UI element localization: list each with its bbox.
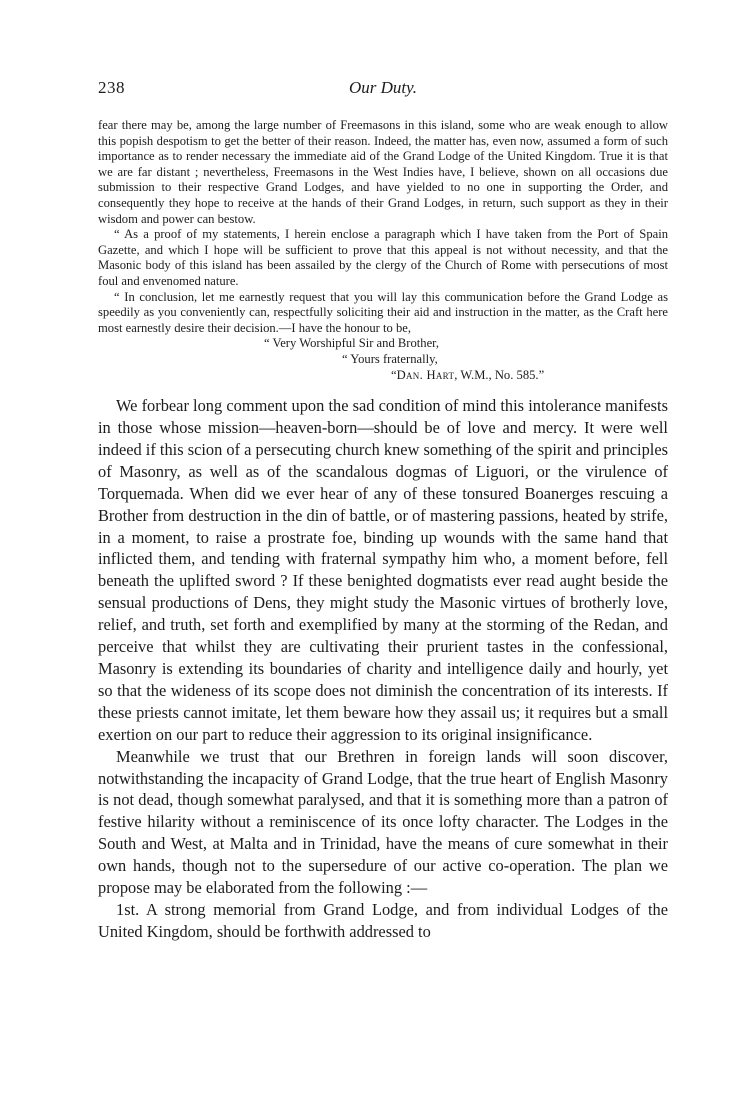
document-page	[98, 78, 668, 943]
letter-salutation: “ Very Worshipful Sir and Brother,	[264, 336, 440, 351]
letter-paragraph: “ In conclusion, let me earnestly request that you will lay this communication before the Grand Lodge as speedily as you conveniently can, respectfully soliciting their aid and instruction in the matter, as the Craft here most earnestly desire their decision.—I have the honour to be,	[98, 289, 668, 335]
signature-open-quote: “	[391, 367, 397, 382]
body-paragraph: Meanwhile we trust that our Brethren in foreign lands will soon discover, notwithstanding the incapacity of Grand Lodge, that the true heart of English Masonry is not dead, though somewhat paralysed, and that it is something more than a patron of festive hilarity without a reminiscence of its once lofty character. The Lodges in the South and West, at Malta and in Trinidad, have the means of cure somewhat in their own hands, though not to the supersedure of our active co-operation. The plan we propose may be elaborated from the following :—	[98, 746, 668, 898]
letter-valediction: “ Yours fraternally,	[342, 351, 438, 366]
letter-signature	[98, 368, 668, 384]
signature-title: , W.M., No. 585.”	[454, 367, 545, 382]
page-number: 238	[98, 78, 125, 97]
letter-paragraph: fear there may be, among the large number of Freemasons in this island, some who are weak enough to allow this popish despotism to get the better of their reason. Indeed, the matter has, even now, assumed a form of such importance as to render necessary the immediate aid of the Grand Lodge of the United Kingdom. True it is that we are far distant ; nevertheless, Freemasons in the West Indies have, I believe, shown on all occasions due submission to their respective Grand Lodges, and have yielded to no one in supporting the Order, and consequently they hope to receive at the hands of their Grand Lodges, in return, such support as they in their wisdom and power can bestow.	[98, 118, 668, 226]
body-paragraph: We forbear long comment upon the sad condition of mind this intolerance manifests in those whose mission—heaven-born—should be of love and mercy. It were well indeed if this scion of a persecuting church knew something of the spirit and principles of Masonry, as well as of the scandalous dogmas of Liguori, or the virulence of Torquemada. When did we ever hear of any of these tonsured Boanerges rescuing a Brother from destruction in the din of battle, or of mastering passions, heated by strife, in a moment, to raise a prostrate foe, binding up wounds with the same hand that inflicted them, and tending with fraternal sympathy him who, a moment before, fell beneath the uplifted sword ? If these benighted dogmatists ever read aught beside the sensual productions of Dens, they might study the Masonic virtues of brotherly love, relief, and truth, set forth and exemplified by many at the storming of the Redan, and perceive that whilst they are cultivating their prurient tastes in the confessional, Masonry is extending its boundaries of charity and intelligence daily and hourly, yet so that the wideness of its scope does not diminish the concentration of its interests. If these priests cannot imitate, let them beware how they assail us; it requires but a small exertion on our part to reduce their aggression to its original insignificance.	[98, 396, 668, 744]
quoted-letter	[98, 118, 668, 383]
signature-name: Dan. Hart	[396, 367, 455, 382]
letter-paragraph: “ As a proof of my statements, I herein enclose a paragraph which I have taken from the Port of Spain Gazette, and which I hope will be sufficient to prove that this appeal is not without necessity, and that the Masonic body of this island has been assailed by the clergy of the Church of Rome with persecutions of most foul and envenomed nature.	[98, 227, 668, 288]
page-header	[98, 78, 668, 102]
article-body	[98, 395, 668, 943]
body-paragraph: 1st. A strong memorial from Grand Lodge, and from individual Lodges of the United Kingdom, should be forthwith addressed to	[98, 899, 668, 941]
running-title: Our Duty.	[349, 78, 417, 97]
